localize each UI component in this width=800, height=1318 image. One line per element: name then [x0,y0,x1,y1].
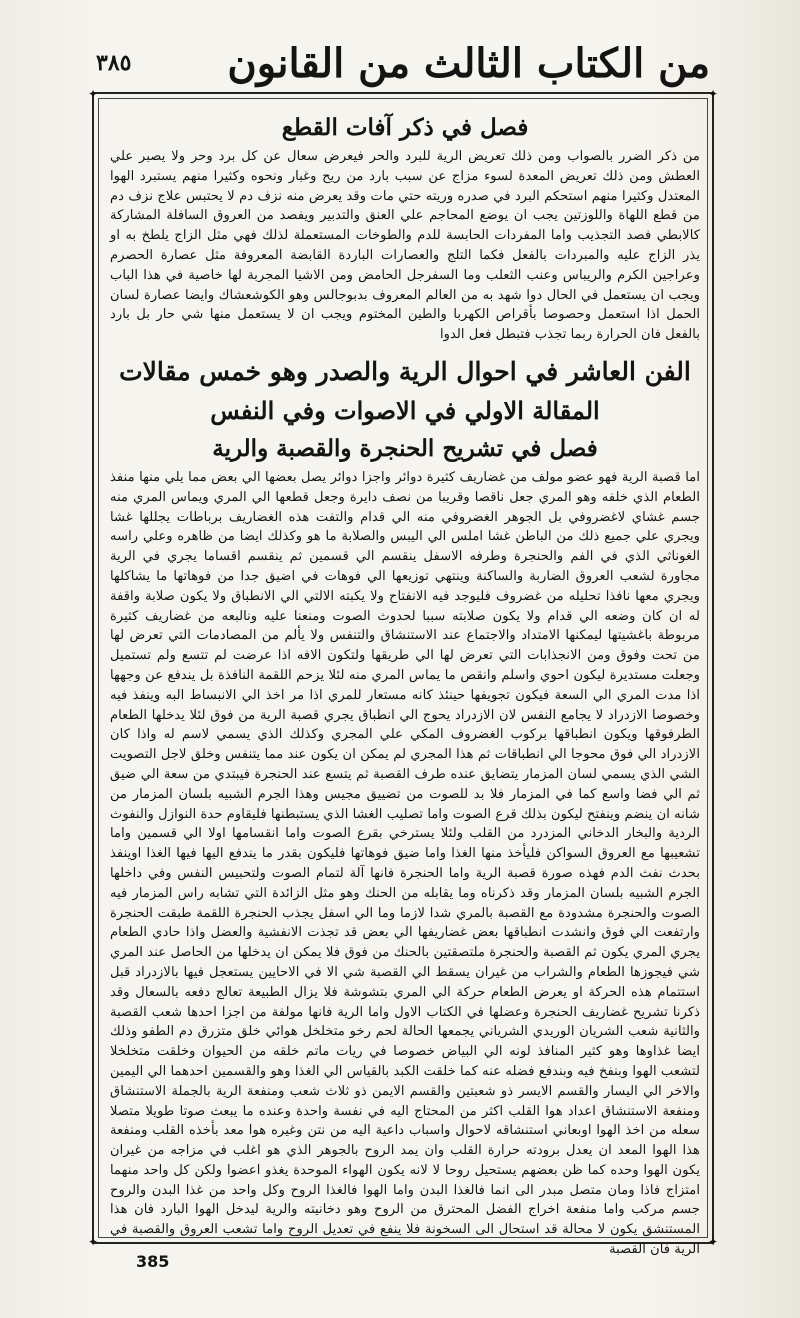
treatise-heading: المقالة الاولي في الاصوات وفي النفس [210,396,600,425]
corner-ornament-icon: ✦ [707,1235,718,1249]
corner-ornament-icon: ✦ [88,1235,99,1249]
book-part-heading: الفن العاشر في احوال الرية والصدر وهو خمس مقالات [119,357,691,386]
header-page-number: ٣٨٥ [96,50,132,76]
footer-page-number: 385 [136,1252,170,1271]
section-text-anatomy: اما قصبة الرية فهو عضو مولف من غضاريف كثيرة دوائر واجزا دوائر يصل بعضها الي بعض مما يلي منها منفذ الطعام الذي خلفه وهو المري جعل ناقصا وقريبا من نصف دايرة وجعل قطعها الي المري ويماس المري منه جسم غشاي لاغضروفي بل الجوهر الغضروفي منه الي قدام والتفت هذه الغضاريف برباطات يجللها غشا ويجري علي جميع ذلك من الباطن غشا املس الي اليبس والصلابة ما هو وكذلك ايضا من ظاهره وعلي راسه الغوناثي الذي في الفم والحنجرة وطرفه الاسفل ينقسم الي قسمين ثم ينقسم اقساما يجري في الرية مجاورة لشعب العروق الضاربة والساكنة وينتهي توزيعها الي فوهات في اضيق جدا من فوهاتها ما يشاكلها ويجري معها نافذا تحليله من غضروف فليوجد فيه الانفتاح ولا يكبته الالتي الي الانطباق ولا يكون صلابة واقفة له ان كان وضعه الي قدام ولا يكون صلابته سببا لحدوث الصوت ومنعنا عليه ونالبعه من غضاريف كثيرة مربوطة باغشيتها ليمكنها الامتداد والاجتماع عند الاستنشاق والتنفس ولا يألم من المصادمات التي تعرض لها من تحت وفوق ومن الانجذابات التي تعرض لها الي طريقها ولتكون الافه اذا عرضت لم تتسع ولم تستميل وجعلت مستديرة ليكون احوي واسلم وانقص ما يماس المري منه لئلا يزحم اللقمة النافذة بل يندفع عن وجهها اذا مدت المري الي السعة فيكون تجويفها حينئذ كانه مستعار للمري اذا مر اخذ الي الانبساط البه وينفذ فيه وخصوصا الازدراد لا يجامع النفس لان الازدراد يحوج الي انطباق يجري قصبة الرية من فوق لئلا يدخلها الطعام الطرفوقها ويكون انطباقها بركوب الغضروف المكي علي المجري وكذلك الذي يسمي لاسم له واذا كان الازدراد الي فوق محوجا الي انطباقات ثم هذا المجري لم يمكن ان يكون عند مما يتنفس وخلق لاجل التصويت الشي الذي يسمي لسان المزمار يتضايق عنده طرف القصبة ثم يتسع عند الحنجرة فيبتدي من سعة الي ضيق ثم الي فضا واسع كما في المزمار فلا بد للصوت من تضييق مجيس وهذا الجرم الشبيه بلسان المزمار من شانه ان ينضم وينفتح ليكون بذلك قرع الصوت واما تصليب الغشا الذي يستبطنها فليقاوم حدة النوازل والنفوث الردية والبخار الدخاني المزدرد من القلب ولئلا يسترخي بقرع الصوت واما انقسامها اولا الي قسمين واما تشعيبها مع العروق السواكن فليأخذ منها الغذا واما ضيق فوهاتها فليكون بقدر ما يندفع اليها فيها الغذا اوينفذ بحدث نفث الدم فهذه صورة قصبة الرية واما الحنجرة فانها آلة لتمام الصوت ولتحبيس النفس وفي داخلها الجرم الشبيه بلسان المزمار وقد ذكرناه وما يقابله من الحنك وهو مثل الزائدة التي تشابه راس المزمار فيه الصوت والحنجرة مشدودة مع القصبة بالمري شدا لازما وما الي اسفل يجذب الحنجرة اللقمة طبقت الحنجرة وارتفعت الي فوق وانشدت انطباقها بعض غضاريفها الي بعض قد تجذت الانفشية والعضل واذا حادي الطعام يجري المري يكون ثم القصبة والحنجرة ملتصقتين بالحنك من فوق فلا يمكن ان يدخلها من الحاصل عند المري شي فيجوزها الطعام والشراب من غيران يسقط الي القصبة شي الا في الاحايين يستعجل فيها بالازدراد قبل استتمام هذه الحركة او يعرض الطعام حركة الي المري بتشوشة فلا يزال الطبيعة تعالج دفعه بالسعال وقد ذكرنا تشريح غضاريف الحنجرة وعضلها في الكتاب الاول واما الرية فانها مولفة من اجزا احدها شعب القصبة والثانية شعب الشريان الوريدي الشرياني يجمعها الحالة لحم رخو متخلخل هوائي خلق متزرق دم الطفو وذلك ايضا غذاوها وهو كثير المنافذ لونه الي البياض خصوصا في ريات ماتم خلقه من الحيوان وخلقت متخلخلا لتشعب الهوا وبنفخ فيه وبندفع فضله عنه كما خلقت الكبد بالقياس الي الغذا وهو والقسمين احدهما الي اليمين والاخر الي اليسار والقسم الايسر ذو شعبتين والقسم الايمن ذو ثلاث شعب ومنفعة الرية بالجملة الاستنشاق ومنفعة الاستنشاق اعداد هوا القلب اكثر من المحتاج اليه في نفسة واحدة وعنده ما يبعث صوتا طويلا متصلا سعله من اخذ الهوا اوبعاني استنشاقه لاحوال واسباب داعية اليه من نتن وغيره هوا معد بأخذه القلب ومنفعة هذا الهوا المعد ان يعدل برودته حرارة القلب وان يمد الروح بالجوهر الذي هو اغلب في مزاجه من غيران يكون الهوا وحده كما ظن بعضهم يستحيل روحا لا لانه يكون الهواء الموحدة يغذو اعضوا ولكن كل واحد منهما امتزاج فاذا ومان متصل مبدر الى انما فالغذا البدن واما الهوا فالغذا الروح وكل واحد من غذا البدن والروح جسم مركب واما منفعة اخراج الفضل المحترق من الروح وهو دخانيته والرية ليدخل الهوا البارد فان هذا المستنشق يكون لا محالة قد استحال الى السخونة فلا ينفع في تعديل الروح واما تشعب العروق والقصبة في الرية فان القصبة [110,470,700,1258]
section-heading-cuts: فصل في ذكر آفات القطع [281,114,529,141]
text-frame [88,87,718,1258]
page-content [110,112,700,1258]
corner-ornament-icon: ✦ [88,87,99,101]
section-heading-anatomy: فصل في تشريح الحنجرة والقصبة والرية [212,435,598,462]
running-header [90,36,710,92]
running-title: من الكتاب الثالث من القانون [227,40,710,87]
corner-ornament-icon: ✦ [707,87,718,101]
section-text-cuts: من ذكر الضرر بالصواب ومن ذلك تعريض الرية للبرد والحر فيعرض سعال عن كل برد وحر ولا يصبر علي العطش ومن ذلك تعريض المعدة لسوء مزاج عن سبب بارد من ريح وغبار ونحوه وكثيرا منهم يستبرد الهوا المعتدل وكثيرا منهم استحكم البرد في صدره وريته حتي مات وقد يعرض منه نزف دم لا يحتبس علاج نزف دم من قطع اللهاة واللوزتين يجب ان يوضع المحاجم علي العنق والتدبير ويفصد من العروق السافلة المشاركة كالابطي فصد التجذيب واما المفردات الحابسة للدم والطوخات المستعملة لذلك فهي مثل الزاج يلطخ به او يذر الزاج عليه والمبردات بالفعل فكما التلج والعصارات الباردة القابضة المعروفة مثل عصارة الحصرم وعراجين الكرم والريباس وعنب الثعلب وما السفرجل الحامض ومن الاشيا المجربة لها خاصية في هذا الباب ويجب ان يستعمل في الحال دوا شهد به من العالم المعروف بدبوجالس وهو الكوشعشاك وايضا عصارة لسان الحمل اذا استعمل وحصوصا بأقراص الكهربا والطين المختوم ويجب ان لا يستعمل منها شي حار بل بارد بالفعل فان الحرارة ربما تجذب فتبطل فعل الدوا [110,149,700,343]
